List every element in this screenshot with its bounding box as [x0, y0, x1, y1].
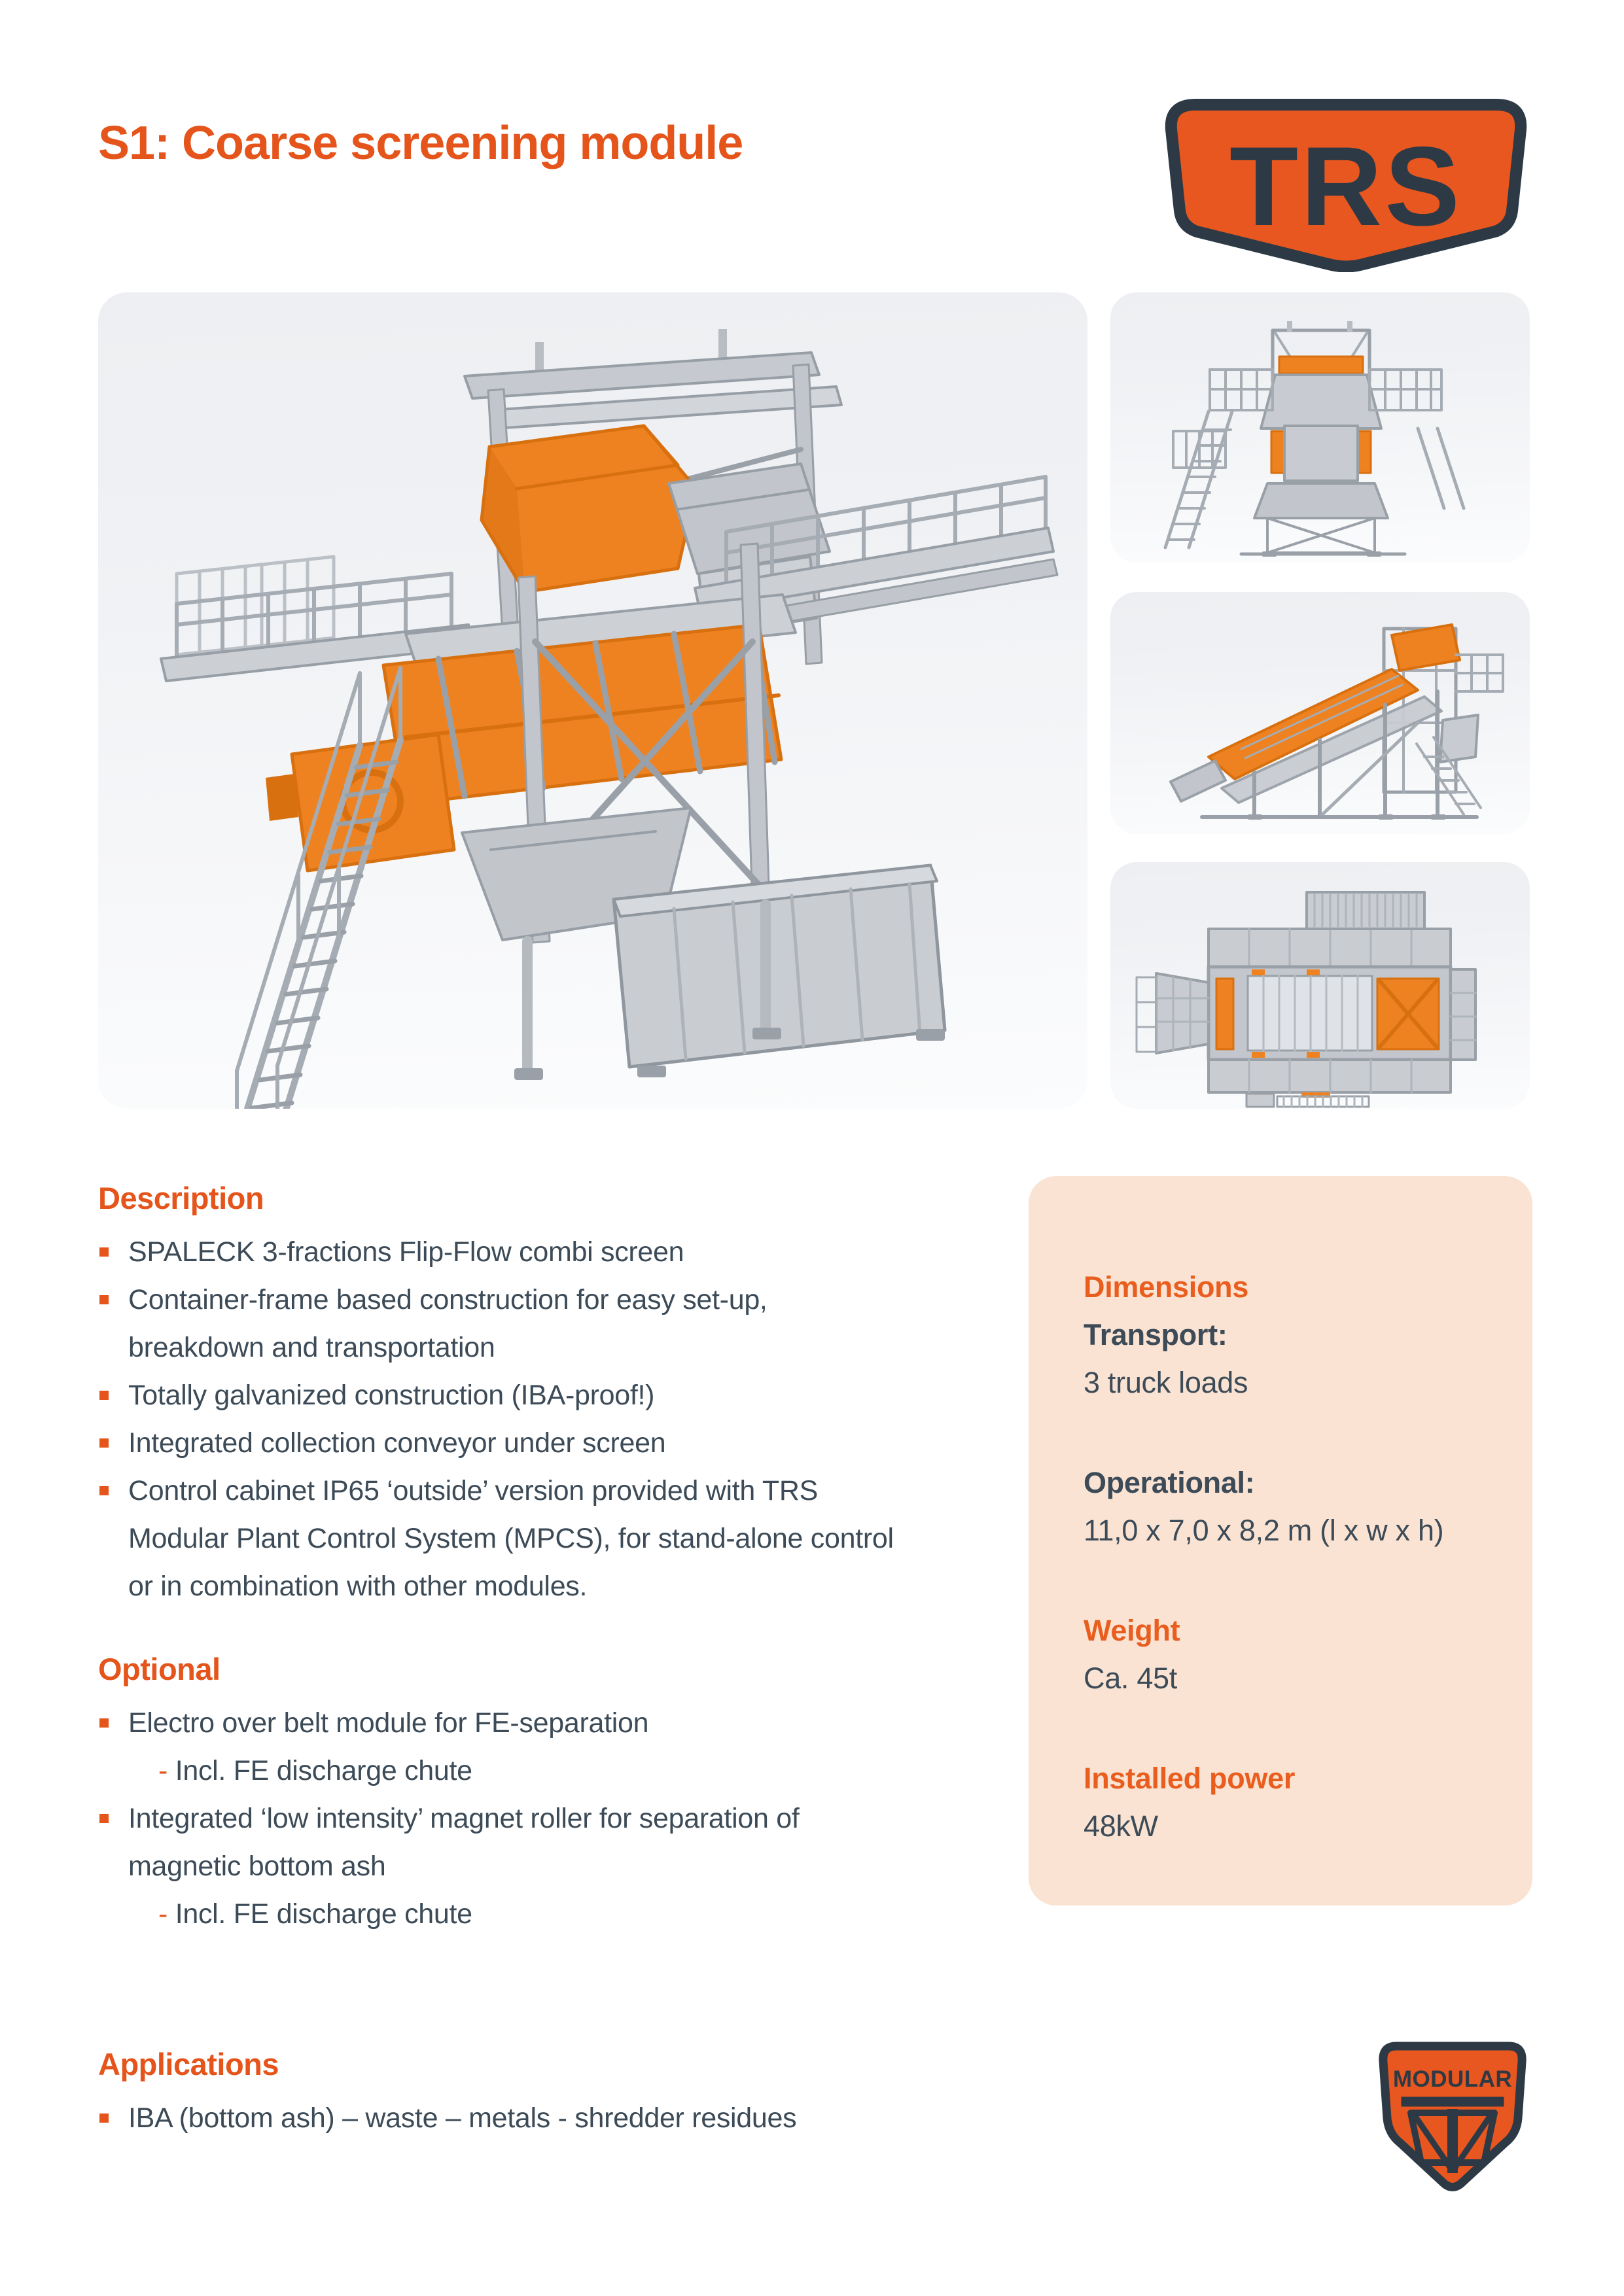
- trs-logo-text: TRS: [1229, 124, 1462, 249]
- side-view-drawing: [1110, 592, 1530, 834]
- description-list: [98, 1228, 909, 1610]
- orange-component-right: [1377, 979, 1439, 1049]
- list-item: [98, 1699, 909, 1795]
- top-feed-box: [1392, 625, 1460, 670]
- weight-heading: Weight: [1084, 1614, 1180, 1647]
- plan-stairs: [1246, 1094, 1369, 1107]
- list-item: [98, 1419, 909, 1467]
- bullet-icon: [99, 1718, 109, 1728]
- description-heading: Description: [98, 1181, 264, 1215]
- spacer: [1084, 1406, 1493, 1459]
- installed-power-heading: Installed power: [1084, 1762, 1296, 1795]
- list-item: [98, 1795, 909, 1938]
- operational-label: Operational:: [1084, 1466, 1255, 1499]
- front-view-drawing: [1110, 292, 1530, 563]
- item-text: SPALECK 3-fractions Flip-Flow combi screen: [128, 1236, 684, 1268]
- dimensions-heading: Dimensions: [1084, 1270, 1249, 1304]
- thumbnail-front-view-panel: [1110, 292, 1530, 563]
- dash-icon: -: [158, 1898, 168, 1930]
- installed-power-value: 48kW: [1084, 1809, 1158, 1843]
- item-text: Integrated collection conveyor under screen: [128, 1427, 666, 1459]
- transport-label: Transport:: [1084, 1318, 1227, 1351]
- trs-logo: [1164, 97, 1528, 272]
- specs-card: [1029, 1176, 1532, 1905]
- sub-item-text: Incl. FE discharge chute: [175, 1755, 472, 1786]
- bullet-icon: [99, 1295, 109, 1304]
- optional-heading: Optional: [98, 1652, 221, 1686]
- modular-badge-text: MODULAR: [1392, 2066, 1513, 2092]
- operational-value: 11,0 x 7,0 x 8,2 m (l x w x h): [1084, 1514, 1444, 1547]
- item-text: Totally galvanized construction (IBA-proof!): [128, 1380, 655, 1411]
- list-item: [98, 1276, 909, 1372]
- bullet-icon: [99, 1438, 109, 1448]
- list-item: [98, 1467, 909, 1610]
- transport-value: 3 truck loads: [1084, 1366, 1248, 1399]
- orange-component-left: [1216, 979, 1233, 1049]
- list-item: [98, 1228, 909, 1276]
- bullet-icon: [99, 2113, 109, 2123]
- top-view-drawing: [1110, 862, 1530, 1109]
- bullet-icon: [99, 1247, 109, 1257]
- sub-item-text: Incl. FE discharge chute: [175, 1898, 472, 1930]
- description-section: [98, 1179, 929, 1610]
- weight-value: Ca. 45t: [1084, 1661, 1177, 1695]
- applications-list: [98, 2095, 1014, 2142]
- applications-heading: Applications: [98, 2047, 279, 2081]
- modular-badge: [1374, 2040, 1531, 2199]
- sub-item: [128, 1890, 909, 1938]
- list-item: [98, 1372, 909, 1419]
- sub-item: [128, 1747, 909, 1795]
- feeder-strip: [1279, 357, 1363, 374]
- page-title: S1: Coarse screening module: [98, 117, 743, 169]
- feed-hopper: [482, 426, 696, 592]
- thumbnail-side-view-panel: [1110, 592, 1530, 834]
- optional-list: [98, 1699, 909, 1938]
- access-stairs: [237, 668, 400, 1109]
- list-item: [98, 2095, 1014, 2142]
- spacer: [1084, 1702, 1493, 1754]
- spacer: [1084, 1554, 1493, 1607]
- item-text: Electro over belt module for FE-separation: [128, 1707, 649, 1739]
- walkway-cages: [177, 557, 334, 655]
- item-text: Control cabinet IP65 ‘outside’ version provided with TRS Modular Plant Control System (MPCS), for stand-alone control or in combination with other modules.: [128, 1475, 894, 1602]
- applications-section: [98, 2045, 929, 2142]
- bullet-icon: [99, 1391, 109, 1400]
- main-product-image-panel: [98, 292, 1087, 1109]
- optional-section: [98, 1650, 929, 1938]
- item-text: Container-frame based construction for easy set-up, breakdown and transportation: [128, 1284, 768, 1363]
- item-text: IBA (bottom ash) – waste – metals - shredder residues: [128, 2102, 797, 2134]
- bullet-icon: [99, 1814, 109, 1823]
- thumbnail-top-view-panel: [1110, 862, 1530, 1109]
- dash-icon: -: [158, 1755, 168, 1786]
- item-text: Integrated ‘low intensity’ magnet roller for separation of magnetic bottom ash: [128, 1803, 800, 1882]
- bullet-icon: [99, 1486, 109, 1495]
- isometric-machine-drawing: [98, 292, 1087, 1109]
